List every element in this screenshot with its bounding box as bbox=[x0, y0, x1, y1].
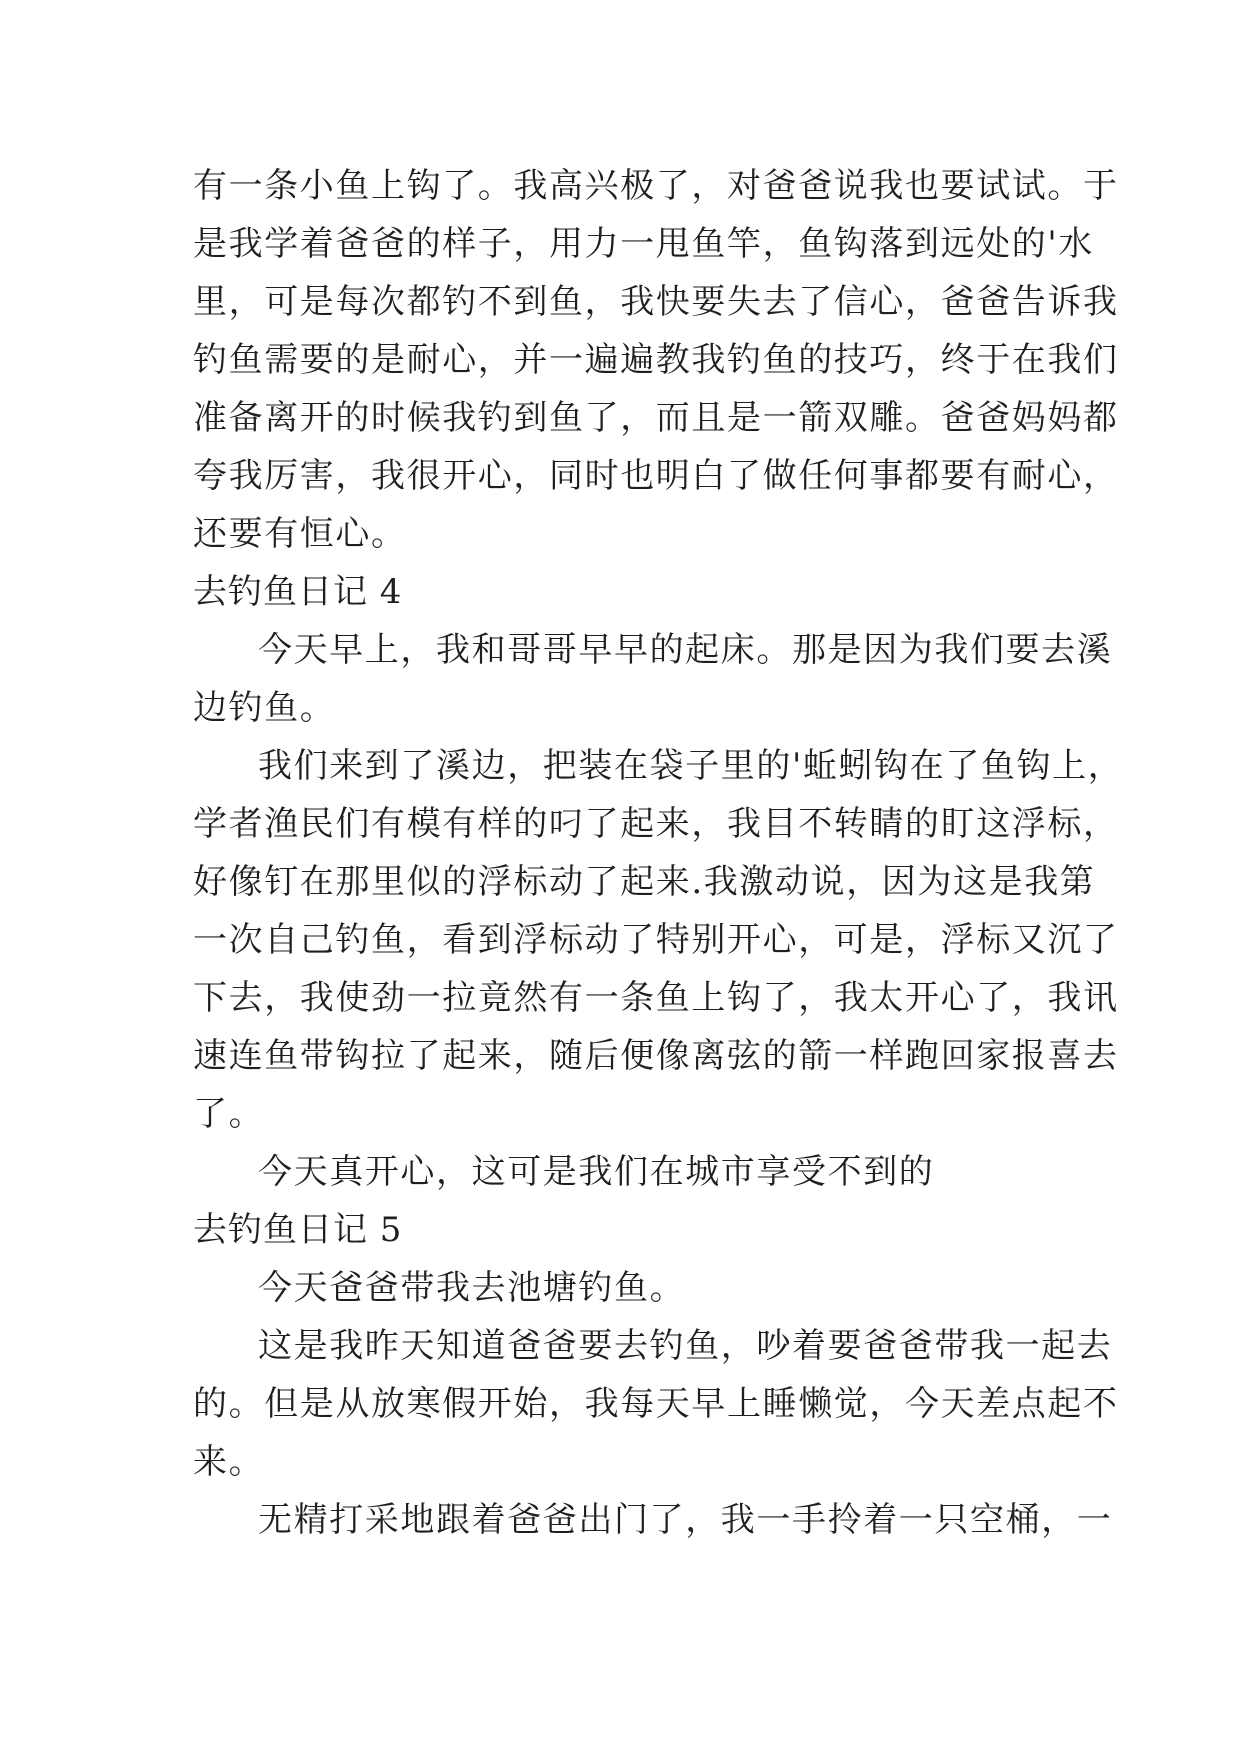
paragraph-line: 下去，我使劲一拉竟然有一条鱼上钩了，我太开心了，我讯 bbox=[193, 978, 1119, 1018]
paragraph-line: 有一条小鱼上钩了。我高兴极了，对爸爸说我也要试试。于 bbox=[193, 166, 1119, 206]
section-heading: 去钓鱼日记 5 bbox=[193, 1210, 403, 1250]
paragraph-line: 里，可是每次都钓不到鱼，我快要失去了信心，爸爸告诉我 bbox=[193, 282, 1119, 322]
paragraph-line: 一次自己钓鱼，看到浮标动了特别开心，可是，浮标又沉了 bbox=[193, 920, 1119, 960]
paragraph-line: 速连鱼带钩拉了起来，随后便像离弦的箭一样跑回家报喜去 bbox=[193, 1036, 1119, 1076]
paragraph-line: 还要有恒心。 bbox=[193, 514, 407, 554]
paragraph-line: 的。但是从放寒假开始，我每天早上睡懒觉，今天差点起不 bbox=[193, 1384, 1119, 1424]
paragraph-line: 准备离开的时候我钓到鱼了，而且是一箭双雕。爸爸妈妈都 bbox=[193, 398, 1119, 438]
section-heading: 去钓鱼日记 4 bbox=[193, 572, 403, 612]
paragraph-line: 这是我昨天知道爸爸要去钓鱼，吵着要爸爸带我一起去 bbox=[258, 1326, 1113, 1366]
paragraph-line: 今天真开心，这可是我们在城市享受不到的 bbox=[258, 1152, 935, 1192]
paragraph-line: 了。 bbox=[193, 1094, 265, 1134]
paragraph-line: 边钓鱼。 bbox=[193, 688, 336, 728]
paragraph-line: 夸我厉害，我很开心，同时也明白了做任何事都要有耐心， bbox=[193, 456, 1119, 496]
paragraph-line: 来。 bbox=[193, 1442, 265, 1482]
paragraph-line: 是我学着爸爸的样子，用力一甩鱼竿，鱼钩落到远处的'水 bbox=[193, 224, 1094, 264]
paragraph-line: 我们来到了溪边，把装在袋子里的'蚯蚓钩在了鱼钩上， bbox=[258, 746, 1124, 786]
paragraph-line: 无精打采地跟着爸爸出门了，我一手拎着一只空桶，一 bbox=[258, 1500, 1113, 1540]
paragraph-line: 学者渔民们有模有样的叼了起来，我目不转睛的盯这浮标， bbox=[193, 804, 1119, 844]
paragraph-line: 好像钉在那里似的浮标动了起来.我激动说，因为这是我第 bbox=[193, 862, 1096, 902]
paragraph-line: 今天爸爸带我去池塘钓鱼。 bbox=[258, 1268, 686, 1308]
paragraph-line: 钓鱼需要的是耐心，并一遍遍教我钓鱼的技巧，终于在我们 bbox=[193, 340, 1119, 380]
paragraph-line: 今天早上，我和哥哥早早的起床。那是因为我们要去溪 bbox=[258, 630, 1113, 670]
